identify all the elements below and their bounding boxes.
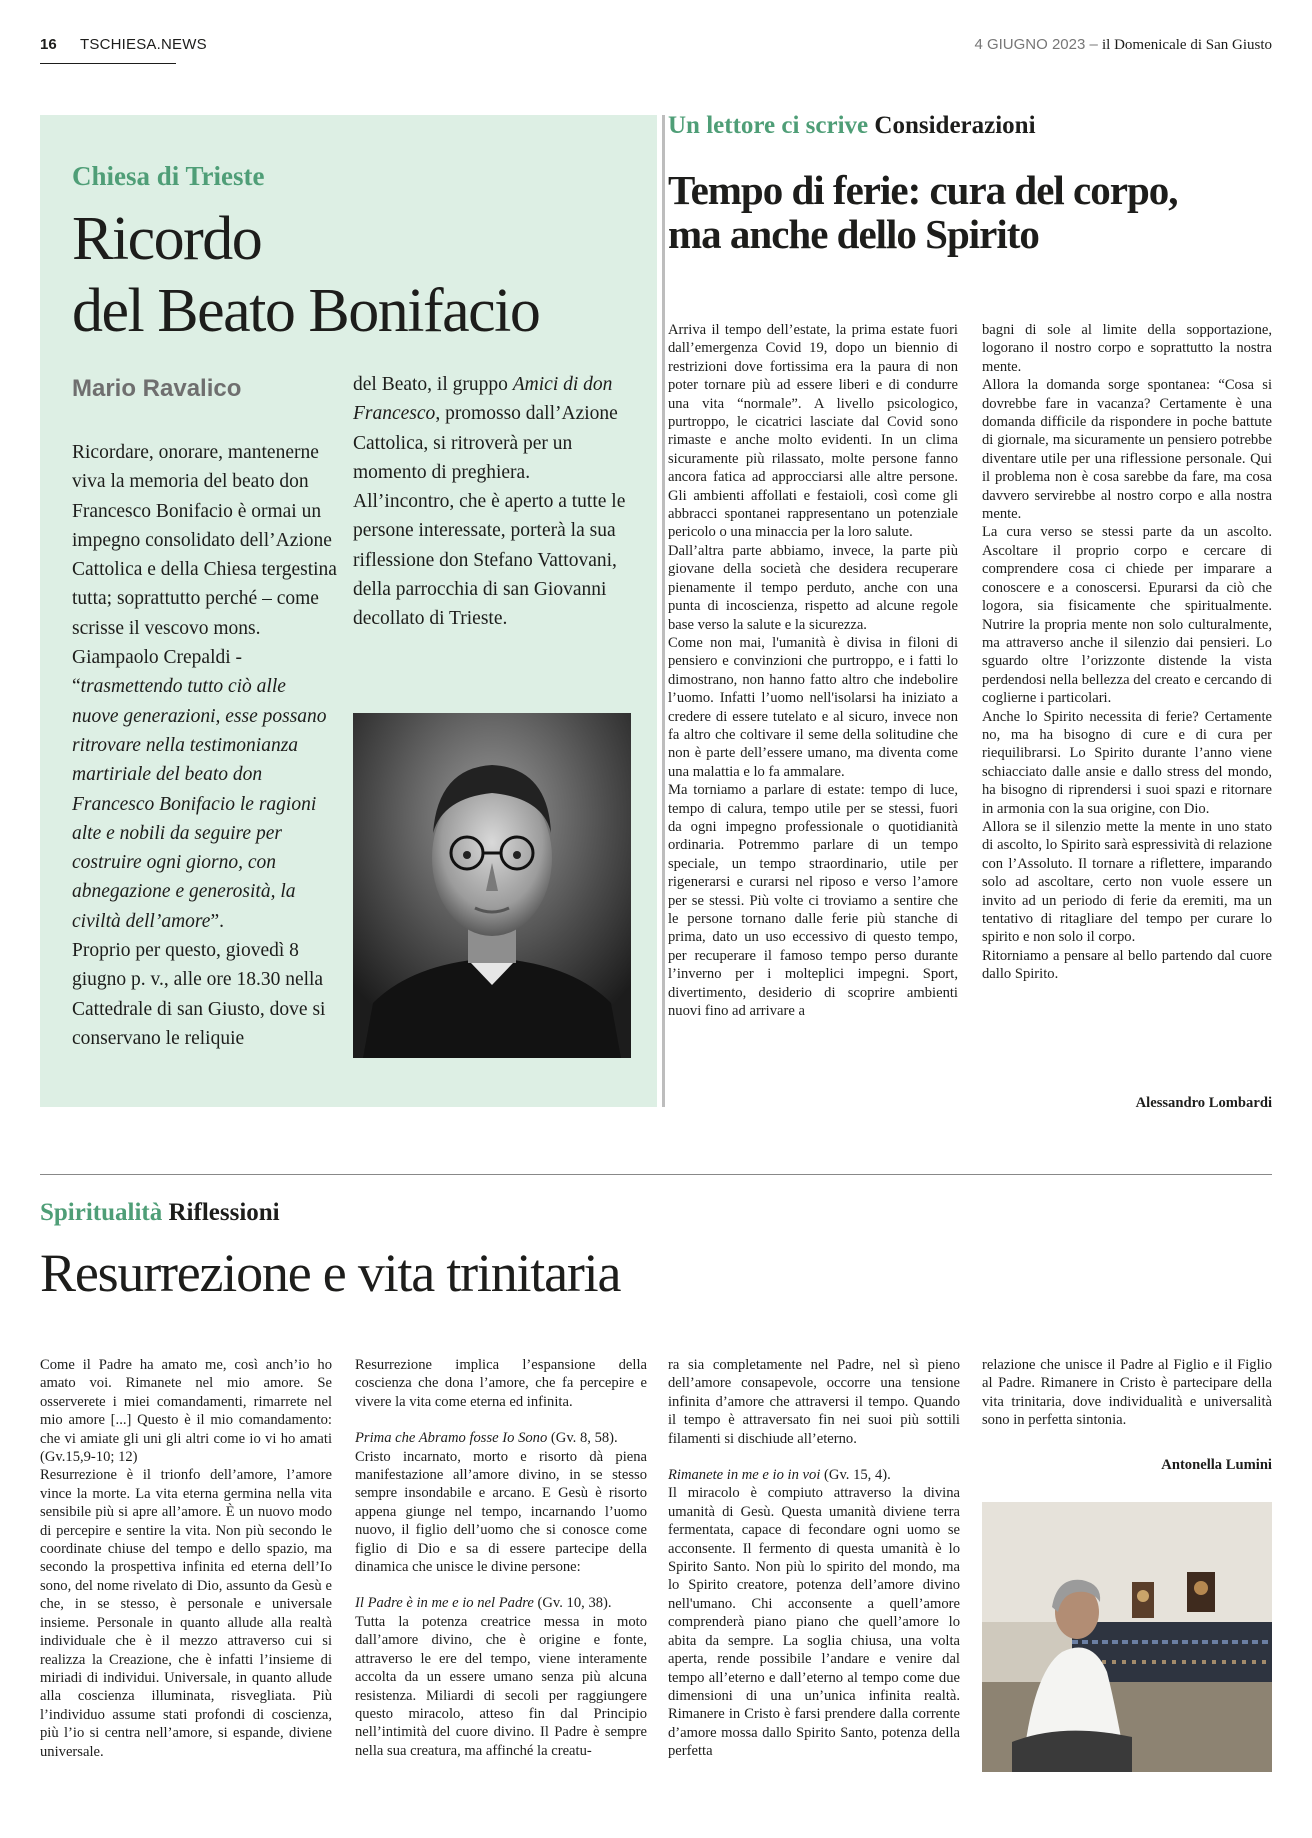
article2-paragraph: La cura verso se stessi parte da un ascolto. Ascoltare il proprio corpo e cercare di comprendere cosa ci chiede per imparare a conoscere e a conoscersi. Epurarsi da ciò che logora, sia fisicamente che spiritualmente. Nutrire la propria mente non solo culturalmente, ma attraverso anche il silenzio dai pensieri. Lo sguardo oltre l’orizzonte distende la vista perdendosi nella bellezza del creato e cercando di coglierne i particolari. [982, 524, 1272, 707]
article2-column-2 [982, 321, 1272, 984]
page-number: 16 [40, 36, 57, 53]
article1-text: Ricordare, onorare, mantenerne viva la memoria del beato don Francesco Bonifacio è ormai un impegno consolidato dell’Azione Cattolica e della Chiesa tergestina tutta; soprattutto perché – come scrisse il vescovo mons. Giampaolo Crepaldi - “ [72, 442, 337, 698]
article2-paragraph: Allora la domanda sorge spontanea: “Cosa si dovrebbe fare in vacanza? Certamente è una domanda difficile da rispondere in poche battute di giornale, ma sicuramente un pensiero potrebbe diventare utile per una riflessione personale. Qui il problema non è cosa sarebbe da fare, ma cosa davvero servirebbe al nostro corpo e alla nostra mente. [982, 377, 1272, 523]
article1-title-line1: Ricordo [72, 205, 262, 273]
article1-column-1 [72, 438, 337, 1053]
article1-paragraph: All’incontro, che è aperto a tutte le persone interessate, porterà la sua riflessione don Stefano Vattovani, della parrocchia di san Giovanni decollato di Trieste. [353, 491, 626, 630]
article1-paragraph [353, 370, 638, 487]
article2-signature: Alessandro Lombardi [1135, 1095, 1272, 1111]
article2-section: Un lettore ci scrive [668, 112, 869, 139]
article3-section: Spiritualità [40, 1199, 163, 1226]
column-divider [662, 115, 665, 1107]
article3-paragraph: Tutta la potenza creatrice messa in moto dall’amore divino, che è origine e fonte, attraverso le ere del tempo, viene interamente accolta da un essere umano senza più alcuna resistenza. Miliardi di secoli per raggiungere questo miracolo, atteso fin dal Principio nell’intimità del cuore divino. Il Padre è sempre nella sua creatura, ma affinché la creatu- [355, 1613, 647, 1759]
article1-text: del Beato, il gruppo [353, 374, 513, 395]
article2-paragraph: Ma torniamo a parlare di estate: tempo di luce, tempo di calura, tempo utile per se stessi, fuori da ogni impegno professionale o quotidianità ordinaria. Potremmo parlare di un tempo speciale, un tempo straordinario, utile per rigenerarsi e curarsi nel riposo e verso l’amore per se stessi. Più volte ci troviamo a sentire che le persone tornano dalle ferie più stanche di prima, dato un uso eccessivo di questo tempo, per recuperare il famoso tempo perso durante l’inverno per i molteplici impegni. Sport, divertimento, desiderio di scoprire ambienti nuovi fino ad arrivare a [668, 782, 958, 1020]
citation-text: Il Padre è in me e io nel Padre [355, 1595, 534, 1612]
article2-paragraph: Allora se il silenzio mette la mente in uno stato di ascolto, lo Spirito sarà espressività di relazione con l’Assoluto. Il tornare a riflettere, imparando solo ad ascoltare, certo non vuole essere un invito ad un periodo di ferie da eremiti, ma un tentativo di ritagliare del tempo per curare lo spirito e non solo il corpo. [982, 818, 1272, 946]
article2-paragraph: Anche lo Spirito necessita di ferie? Certamente no, ma ha bisogno di cure e di cura per riequilibrarsi. Lo Spirito durante l’anno viene schiacciato dalle ansie e dallo stress del mondo, ha bisogno di riprendersi i suoi spazi e ritornare in armonia con la sua origine, con Dio. [982, 708, 1272, 817]
citation-text: Rimanete in me e io in voi [668, 1467, 821, 1484]
article3-paragraph: ra sia completamente nel Padre, nel sì pieno dell’amore consapevole, occorre una tensione infinita d’amore che attraversi il tempo. Quando il tempo è attraversato fin nei suoi più sottili filamenti si dischiude all’eterno. [668, 1357, 960, 1447]
citation-ref: (Gv. 15, 4). [820, 1467, 891, 1484]
article3-citation [355, 1429, 647, 1447]
article2-paragraph: Dall’altra parte abbiamo, invece, la parte più giovane della società che desidera recuperare pienamente il tempo perduto, anche con una punta di incoscienza, rispetto ad alcune regole base verso la salute e la sicurezza. [668, 542, 958, 633]
article1-column-2 [353, 370, 638, 634]
paragraph-gap [355, 1576, 647, 1594]
citation-ref: (Gv. 10, 38). [533, 1595, 612, 1612]
publication-name: il Domenicale di San Giusto [1102, 37, 1272, 53]
article3-paragraph: relazione che unisce il Padre al Figlio e il Figlio al Padre. Rimanere in Cristo è partecipare della vita trinitaria, dove individualità e universalità sono in perfetta sintonia. [982, 1357, 1272, 1429]
citation-text: Prima che Abramo fosse Io Sono [355, 1430, 548, 1447]
article3-category: Riflessioni [168, 1199, 280, 1226]
header-rule [40, 63, 176, 64]
article2-paragraph: Come non mai, l'umanità è divisa in filoni di pensiero e convinzioni che purtroppo, e i fatti lo dimostrano, non hanno fatto altro che indebolire l’uomo. Infatti l’uomo nell'isolarsi ha iniziato a credere di essere tutelato e al sicuro, invece non fa altro che coltivare il seme della solitudine che non è parte dell’essere umano, ma diventa come una malattia e lo fa ammalare. [668, 634, 958, 780]
paragraph-gap [668, 1448, 960, 1466]
article3-kicker [40, 1199, 280, 1227]
article2-column-1 [668, 321, 958, 1020]
citation-ref: (Gv. 8, 58). [547, 1430, 618, 1447]
article1-kicker: Chiesa di Trieste [72, 161, 265, 191]
article1-title-line2: del Beato Bonifacio [72, 277, 540, 345]
article3-citation [355, 1594, 647, 1612]
article3-column-3 [668, 1356, 960, 1761]
article1-title [72, 203, 539, 347]
article2-title-line1: Tempo di ferie: cura del corpo, [668, 167, 1178, 213]
section-rule [40, 1174, 1272, 1175]
article3-paragraph: Resurrezione implica l’espansione della coscienza che dona l’amore, che fa percepire e vivere la vita come eterna ed infinita. [355, 1357, 647, 1410]
article3-paragraph: Resurrezione è il trionfo dell’amore, l’amore vince la morte. La vita eterna germina nella vita sensibile più si apre all’amore. È un nuovo modo di percepire e sentire la vita. Non più secondo le coordinate chiuse del tempo e dello spazio, ma secondo la prospettiva infinita ed eterna dell’Io sono, del nome rivelato di Dio, assunto da Gesù e che, in se stesso, è personale e universale insieme. Personale in quanto allude alla realtà individuale che è il mezzo attraverso cui si realizza la Creazione, che è infatti l’insieme di miriadi di individui. Universale, in quanto allude alla coscienza illuminata, risvegliata. Più l’individuo assume stati profondi di coscienza, più l’io si centra nell’amore, si espande, diviene universale. [40, 1467, 332, 1760]
portrait-illustration [353, 713, 631, 1058]
article2-paragraph: Ritorniamo a pensare al bello partendo dal cuore dallo Spirito. [982, 947, 1272, 983]
header-issue [974, 36, 1272, 54]
article1-quote: trasmettendo tutto ciò alle nuove generazioni, esse possano ritrovare nella testimonianza martiriale del beato don Francesco Bonifacio le ragioni alte e nobili da seguire per costruire ogni giorno, con abnegazione e generosità, la civiltà dell’amore [72, 676, 327, 932]
article3-signature: Antonella Lumini [1161, 1457, 1272, 1473]
article1-group-name: Amici di don Francesco [353, 374, 613, 425]
paragraph-gap [355, 1411, 647, 1429]
article1-text: ”. [210, 910, 224, 932]
issue-separator: – [1085, 36, 1103, 53]
article2-title-line2: ma anche dello Spirito [668, 211, 1039, 257]
article2-paragraph: bagni di sole al limite della sopportazione, logorano il nostro corpo e soprattutto la nostra mente. [982, 322, 1272, 375]
article3-column-1 [40, 1356, 332, 1761]
meditation-illustration [982, 1502, 1272, 1772]
article2-category: Considerazioni [874, 112, 1036, 139]
article1-paragraph: Proprio per questo, giovedì 8 giugno p. v., alle ore 18.30 nella Cattedrale di san Giusto, dove si conservano le reliquie [72, 940, 326, 1049]
article3-paragraph: Come il Padre ha amato me, così anch’io ho amato voi. Rimanete nel mio amore. Se osserverete i miei comandamenti, rimarrete nel mio amore [...] Questo è il mio comandamento: che vi amiate gli uni gli altri come io vi ho amati (Gv.15,9-10; 12) [40, 1357, 332, 1466]
article2-paragraph: Arriva il tempo dell’estate, la prima estate fuori dall’emergenza Covid 19, dopo un biennio di restrizioni dove fortissima era la paura di non poter tornare più ad essere liberi e di condurre una vita “normale”. A livello psicologico, purtroppo, le cicatrici lasciate dal Covid sono rimaste e anche molto evidenti. In un clima sicuramente più rilassato, molte persone fanno ancora fatica ad approcciarsi alle altre persone. Gli ambienti affollati e festaioli, così come gli abbracci spontanei rappresentano un potenziale pericolo o una minaccia per la loro salute. [668, 322, 958, 541]
article1-text: , promosso dall’Azione Cattolica, si ritroverà per un momento di preghiera. [353, 403, 618, 483]
article3-title: Resurrezione e vita trinitaria [40, 1243, 621, 1303]
meditation-photo [982, 1502, 1272, 1772]
article2-kicker [668, 112, 1036, 140]
portrait-photo [353, 713, 631, 1058]
article3-column-2 [355, 1356, 647, 1760]
article3-paragraph: Il miracolo è compiuto attraverso la divina umanità di Gesù. Questa umanità diviene terra fermentata, capace di fecondare ogni uomo se acconsente. Il fermento di questa umanità è lo Spirito Santo. Non più lo spirito del mondo, ma lo Spirito creatore, potenza dell’amore divino nell'umano. Chi acconsente a quell’amore comprenderà piano piano che quell’amore lo abita da sempre. La soglia chiusa, una volta aperta, rende possibile l’andare e venire dal tempo all’eterno e dall’eterno al tempo come due dimensioni di una un’unica infinita realtà. Rimanere in Cristo è farsi prendere dalla corrente d’amore mossa dallo Spirito Santo, potenza della perfetta [668, 1485, 960, 1760]
article3-column-4 [982, 1356, 1272, 1430]
article1-author: Mario Ravalico [72, 375, 242, 402]
article3-citation [668, 1466, 960, 1484]
article1-paragraph [72, 438, 337, 936]
article2-title [668, 168, 1178, 256]
article3-paragraph: Cristo incarnato, morto e risorto dà piena manifestazione all’amore divino, in se stesso sempre insondabile e arcano. E Gesù è risorto appena giunge nel tempo, incarnando l’uomo nuovo, il figlio dell’uomo che si conosce come figlio di Dio e sa di essere partecipe della dinamica che unisce le divine persone: [355, 1448, 647, 1576]
issue-date: 4 GIUGNO 2023 [974, 36, 1086, 53]
site-name[interactable]: TSCHIESA.NEWS [80, 36, 207, 53]
